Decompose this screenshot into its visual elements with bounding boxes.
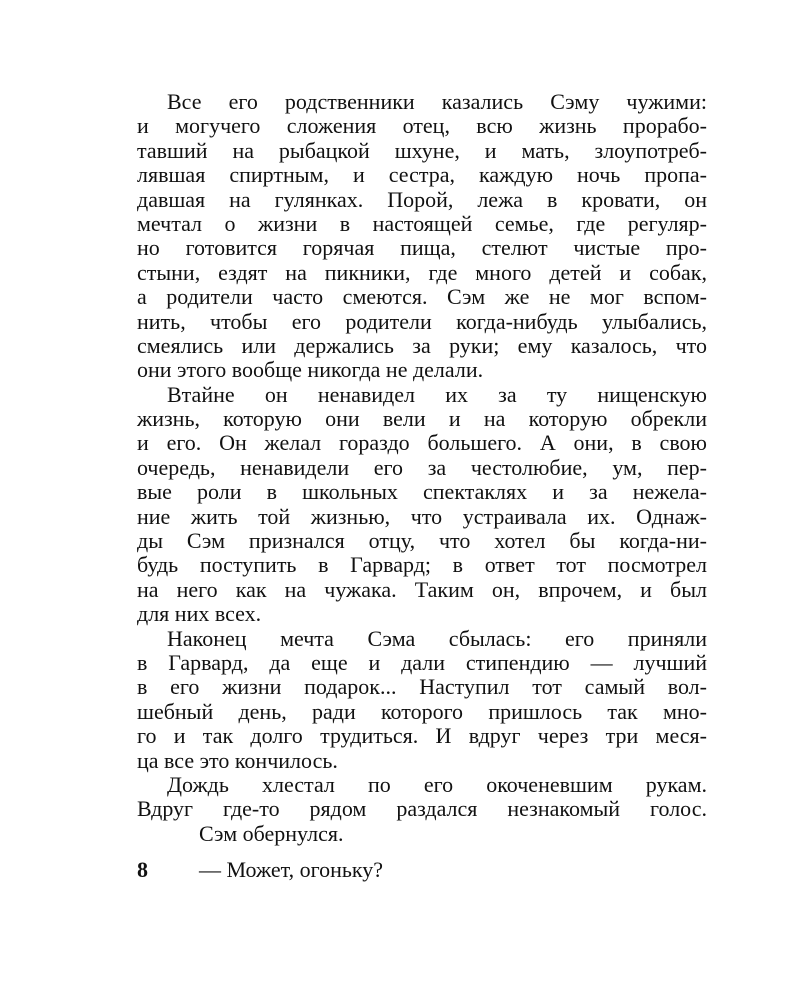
dialogue-line: Сэм обернулся. bbox=[199, 820, 344, 846]
text-line: Наконец мечта Сэма сбылась: его приняли bbox=[167, 625, 707, 651]
text-line: мечтал о жизни в настоящей семье, где регуляр- bbox=[137, 210, 707, 236]
text-line: в его жизни подарок... Наступил тот самый вол- bbox=[137, 674, 707, 700]
text-line: и могучего сложения отец, всю жизнь прорабо- bbox=[137, 113, 707, 139]
text-line: ца все это кончилось. bbox=[137, 747, 338, 773]
page-number: 8 bbox=[137, 857, 148, 882]
text-line: стыни, ездят на пикники, где много детей и собак, bbox=[137, 259, 707, 285]
text-line: на него как на чужака. Таким он, впрочем, и был bbox=[137, 576, 707, 602]
paragraph bbox=[137, 773, 707, 822]
text-line: жизнь, которую они вели и на которую обрекли bbox=[137, 406, 707, 432]
book-page-text bbox=[137, 90, 707, 846]
text-line: вые роли в школьных спектаклях и за нежела- bbox=[137, 479, 707, 505]
text-line: лявшая спиртным, и сестра, каждую ночь пропа- bbox=[137, 162, 707, 188]
text-line: смеялись или держались за руки; ему казалось, что bbox=[137, 332, 707, 358]
text-line: Втайне он ненавидел их за ту нищенскую bbox=[167, 381, 707, 407]
text-line: но готовится горячая пища, стелют чистые про- bbox=[137, 235, 707, 261]
paragraph bbox=[137, 383, 707, 627]
text-line: тавший на рыбацкой шхуне, и мать, злоупотреб- bbox=[137, 137, 707, 163]
text-line: Дождь хлестал по его окоченевшим рукам. bbox=[167, 771, 707, 797]
text-line: ды Сэм признался отцу, что хотел бы когда-ни- bbox=[137, 528, 707, 554]
text-line: они этого вообще никогда не делали. bbox=[137, 357, 484, 383]
text-line: в Гарвард, да еще и дали стипендию — лучший bbox=[137, 649, 707, 675]
page-footer bbox=[137, 858, 383, 882]
paragraph bbox=[137, 90, 707, 383]
text-line: давшая на гулянках. Порой, лежа в кровати, он bbox=[137, 186, 707, 212]
text-line: для них всех. bbox=[137, 601, 262, 627]
dialogue-line: — Может, огоньку? bbox=[199, 857, 384, 882]
paragraph bbox=[137, 627, 707, 773]
text-line: будь поступить в Гарвард; в ответ тот посмотрел bbox=[137, 552, 707, 578]
text-line: Все его родственники казались Сэму чужими: bbox=[167, 89, 707, 114]
text-line: ние жить той жизнью, что устраивала их. Однаж- bbox=[137, 503, 707, 529]
text-line: очередь, ненавидели его за честолюбие, ум, пер- bbox=[137, 454, 707, 480]
text-line: а родители часто смеются. Сэм же не мог вспом- bbox=[137, 284, 707, 310]
text-line: Вдруг где-то рядом раздался незнакомый голос. bbox=[137, 796, 707, 822]
text-line: го и так долго трудиться. И вдруг через три меся- bbox=[137, 723, 707, 749]
text-line: и его. Он желал гораздо большего. А они, в свою bbox=[137, 430, 707, 456]
text-line: нить, чтобы его родители когда-нибудь улыбались, bbox=[137, 308, 707, 334]
text-line: шебный день, ради которого пришлось так мно- bbox=[137, 698, 707, 724]
